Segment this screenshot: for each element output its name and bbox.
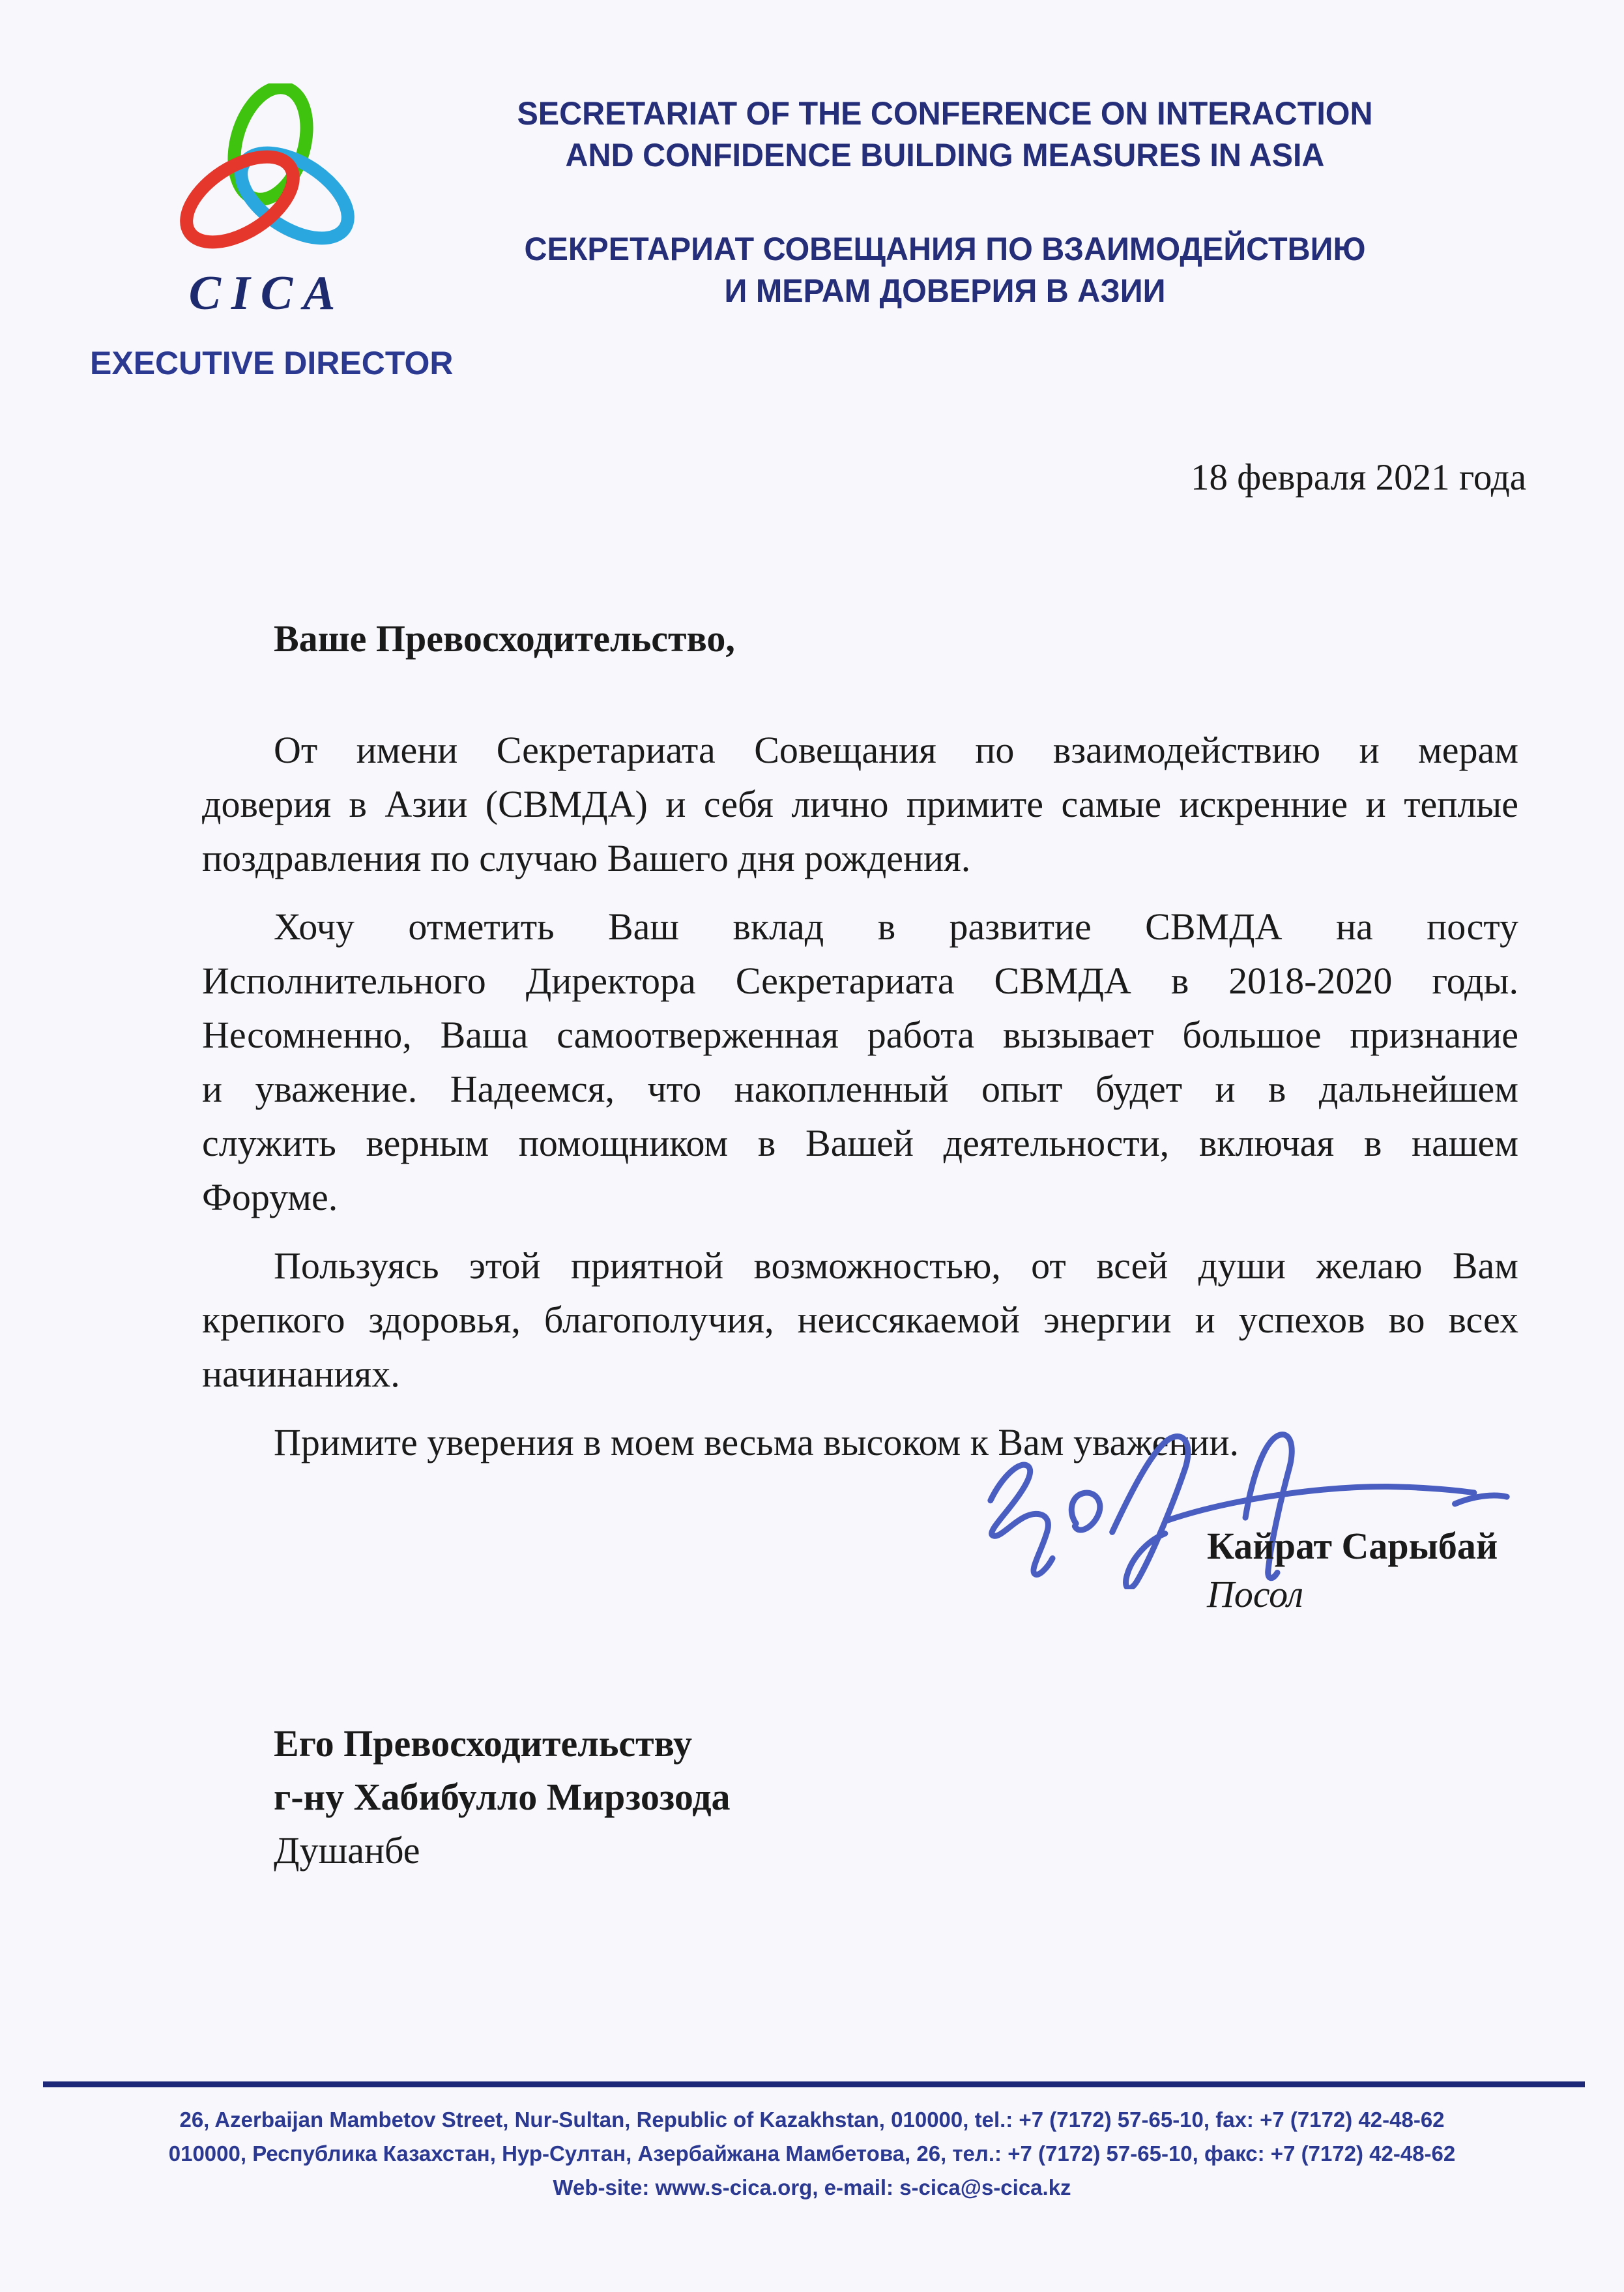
paragraph-line: крепкого здоровья, благополучия, неиссякаемой энергии и успехов во всех bbox=[202, 1299, 1518, 1341]
salutation: Ваше Превосходительство, bbox=[274, 617, 735, 660]
letter-body bbox=[202, 611, 1518, 1484]
paragraph-line: Примите уверения в моем весьма высоком к Вам уважении. bbox=[274, 1421, 1240, 1463]
paragraph-3 bbox=[202, 1239, 1518, 1401]
paragraph-1 bbox=[202, 723, 1518, 885]
addressee-honorific: Его Превосходительству bbox=[274, 1722, 692, 1765]
footer-web-email: Web-site: www.s-cica.org, e-mail: s-cica@s-cica.kz bbox=[553, 2175, 1071, 2199]
paragraph-line: Пользуясь этой приятной возможностью, от всей души желаю Вам bbox=[274, 1244, 1518, 1287]
signer-name: Кайрат Сарыбай bbox=[1207, 1525, 1498, 1567]
addressee-city: Душанбе bbox=[274, 1829, 420, 1872]
addressee-block bbox=[274, 1717, 731, 1877]
org-name-ru-line1: СЕКРЕТАРИАТ СОВЕЩАНИЯ ПО ВЗАИМОДЕЙСТВИЮ bbox=[524, 231, 1366, 267]
paragraph-line: и уважение. Надеемся, что накопленный опыт будет и в дальнейшем bbox=[202, 1068, 1518, 1110]
paragraph-2 bbox=[202, 900, 1518, 1224]
executive-director-label: EXECUTIVE DIRECTOR bbox=[90, 345, 454, 381]
org-name-gap bbox=[456, 176, 1434, 228]
footer-address-ru: 010000, Республика Казахстан, Нур-Султан, Азербайжана Мамбетова, 26, тел.: +7 (7172) 57-65-10, факс: +7 (7172) 42-48-62 bbox=[168, 2141, 1456, 2166]
paragraph-line: Форуме. bbox=[202, 1176, 338, 1218]
footer-contact-block bbox=[0, 2103, 1624, 2205]
org-name-ru-line2: И МЕРАМ ДОВЕРИЯ В АЗИИ bbox=[724, 272, 1166, 309]
signer-title: Посол bbox=[1207, 1573, 1304, 1615]
paragraph-line: От имени Секретариата Совещания по взаимодействию и мерам bbox=[274, 729, 1518, 771]
cica-logo-wordmark: CICA bbox=[188, 267, 346, 320]
letter-date: 18 февраля 2021 года bbox=[1191, 457, 1526, 498]
paragraph-line: Несомненно, Ваша самоотверженная работа вызывает большое признание bbox=[202, 1014, 1518, 1056]
footer-divider bbox=[43, 2081, 1585, 2087]
addressee-name: г-ну Хабибулло Мирзозода bbox=[274, 1776, 731, 1818]
org-name-en-line2: AND CONFIDENCE BUILDING MEASURES IN ASIA bbox=[565, 137, 1325, 173]
cica-logo-icon bbox=[169, 83, 365, 254]
paragraph-line: поздравления по случаю Вашего дня рождения. bbox=[202, 837, 971, 879]
paragraph-line: начинаниях. bbox=[202, 1353, 400, 1395]
paragraph-line: доверия в Азии (СВМДА) и себя лично примите самые искренние и теплые bbox=[202, 783, 1518, 825]
paragraph-line: служить верным помощником в Вашей деятельности, включая в нашем bbox=[202, 1122, 1518, 1164]
paragraph-line: Исполнительного Директора Секретариата СВМДА в 2018-2020 годы. bbox=[202, 960, 1518, 1002]
org-name-en-line1: SECRETARIAT OF THE CONFERENCE ON INTERACTION bbox=[517, 95, 1373, 132]
footer-address-en: 26, Azerbaijan Mambetov Street, Nur-Sultan, Republic of Kazakhstan, 010000, tel.: +7 (7172) 57-65-10, fax: +7 (7172) 42-48-62 bbox=[179, 2108, 1445, 2132]
org-name-block bbox=[456, 93, 1434, 312]
paragraph-line: Хочу отметить Ваш вклад в развитие СВМДА на посту bbox=[274, 905, 1518, 948]
